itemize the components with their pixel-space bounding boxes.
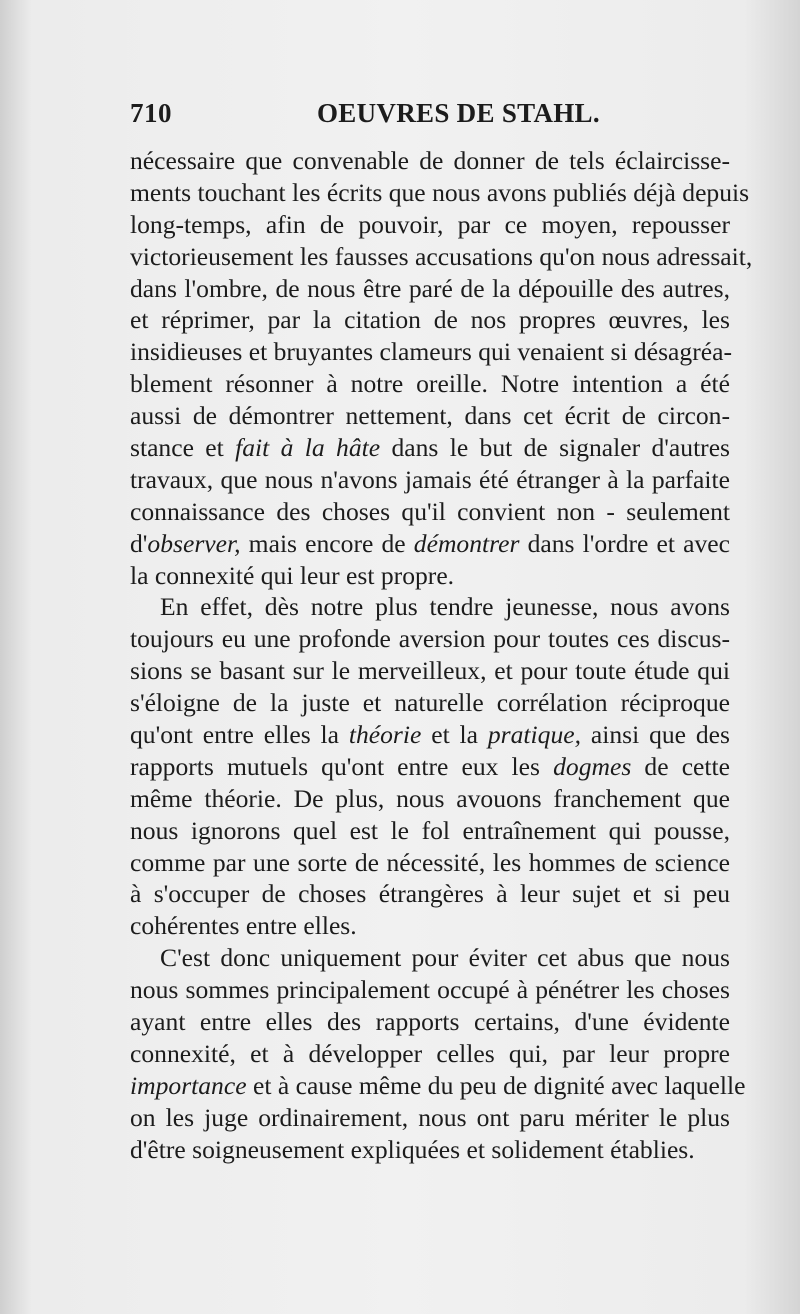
text-segment: dans l'ombre, de nous être paré de la dépouille des autres, <box>130 273 730 303</box>
text-segment: nécessaire que convenable de donner de tels éclaircisse- <box>130 146 730 175</box>
italic-segment: dogmes <box>553 751 632 781</box>
text-segment: et à cause même du peu de dignité avec laquelle <box>246 1070 746 1100</box>
text-segment: travaux, que nous n'avons jamais été étranger à la parfaite <box>130 464 730 494</box>
text-line <box>130 910 730 942</box>
body-text <box>130 145 753 1166</box>
text-segment: ainsi que des <box>581 720 730 750</box>
text-segment: nous sommes principalement occupé à pénétrer les choses <box>130 975 730 1005</box>
italic-segment: fait à la hâte <box>235 433 381 463</box>
text-line <box>130 1102 730 1134</box>
text-segment: nous ignorons quel est le fol entraînement qui pousse, <box>130 815 730 845</box>
text-segment: on les juge ordinairement, nous ont paru mériter le plus <box>130 1102 730 1132</box>
italic-segment: importance <box>130 1070 247 1100</box>
text-line <box>130 496 730 528</box>
text-segment: En effet, dès notre plus tendre jeunesse, nous avons <box>160 592 730 622</box>
text-line <box>130 432 730 464</box>
italic-segment: démontrer <box>413 528 520 558</box>
text-line <box>130 1006 730 1038</box>
text-segment: la connexité qui leur est propre. <box>130 560 455 590</box>
text-segment: insidieuses et bruyantes clameurs qui venaient si désagréa- <box>130 337 732 367</box>
text-segment: mais encore de <box>240 528 414 558</box>
text-line <box>130 336 730 368</box>
text-segment: sions se basant sur le merveilleux, et pour toute étude qui <box>130 656 730 686</box>
text-line <box>130 177 750 209</box>
italic-segment: observer, <box>147 528 241 558</box>
text-segment: et réprimer, par la citation de nos propres œuvres, les <box>130 305 730 335</box>
text-line <box>130 209 730 241</box>
text-line <box>130 273 730 305</box>
page-number: 710 <box>130 98 172 128</box>
text-segment: d' <box>130 528 148 558</box>
text-line <box>130 847 730 879</box>
text-segment: C'est donc uniquement pour éviter cet abus que nous <box>160 943 730 973</box>
page-header <box>130 98 730 138</box>
text-segment: ayant entre elles des rapports certains, d'une évidente <box>130 1007 730 1037</box>
text-line <box>130 528 730 560</box>
text-line <box>130 241 753 273</box>
text-line <box>130 655 730 687</box>
text-segment: rapports mutuels qu'ont entre eux les <box>130 751 554 781</box>
text-line <box>130 1038 730 1070</box>
text-line <box>130 687 730 719</box>
italic-segment: théorie <box>348 720 422 750</box>
text-line <box>130 591 730 623</box>
text-line <box>130 145 730 177</box>
text-segment: connaissance des choses qu'il convient non - seulement <box>130 496 730 526</box>
text-line <box>130 560 730 592</box>
text-segment: blement résonner à notre oreille. Notre intention a été <box>130 369 730 399</box>
text-segment: s'éloigne de la juste et naturelle corrélation réciproque <box>130 688 730 718</box>
text-line <box>130 974 730 1006</box>
text-segment: stance et <box>130 433 236 463</box>
text-line <box>130 368 730 400</box>
text-line <box>130 942 730 974</box>
italic-segment: pratique, <box>487 720 582 750</box>
text-segment: d'être soigneusement expliquées et solidement établies. <box>130 1134 695 1164</box>
text-segment: victorieusement les fausses accusations qu'on nous adressait, <box>130 241 753 271</box>
text-segment: ments touchant les écrits que nous avons publiés déjà depuis <box>130 177 750 207</box>
text-line <box>130 1134 730 1166</box>
text-segment: dans le but de signaler d'autres <box>380 433 731 463</box>
text-segment: cohérentes entre elles. <box>130 911 357 941</box>
text-line <box>130 783 730 815</box>
text-line <box>130 1070 746 1102</box>
running-title: OEUVRES DE STAHL. <box>317 98 600 128</box>
text-line <box>130 304 730 336</box>
text-line <box>130 878 730 910</box>
text-segment: qu'ont entre elles la <box>130 720 349 750</box>
text-line <box>130 751 730 783</box>
text-line <box>130 623 730 655</box>
text-segment: comme par une sorte de nécessité, les hommes de science <box>130 847 730 877</box>
text-segment: aussi de démontrer nettement, dans cet écrit de circon- <box>130 401 730 431</box>
text-segment: toujours eu une profonde aversion pour toutes ces discus- <box>130 624 730 654</box>
text-line <box>130 815 730 847</box>
text-segment: même théorie. De plus, nous avouons franchement que <box>130 783 730 813</box>
text-segment: et la <box>421 720 488 750</box>
text-segment: long-temps, afin de pouvoir, par ce moyen, repousser <box>130 209 730 239</box>
text-segment: connexité, et à développer celles qui, par leur propre <box>130 1038 730 1068</box>
text-line <box>130 464 730 496</box>
text-line <box>130 719 730 751</box>
text-segment: dans l'ordre et avec <box>519 528 730 558</box>
text-segment: de cette <box>631 751 730 781</box>
text-line <box>130 400 730 432</box>
text-segment: à s'occuper de choses étrangères à leur sujet et si peu <box>130 879 730 909</box>
